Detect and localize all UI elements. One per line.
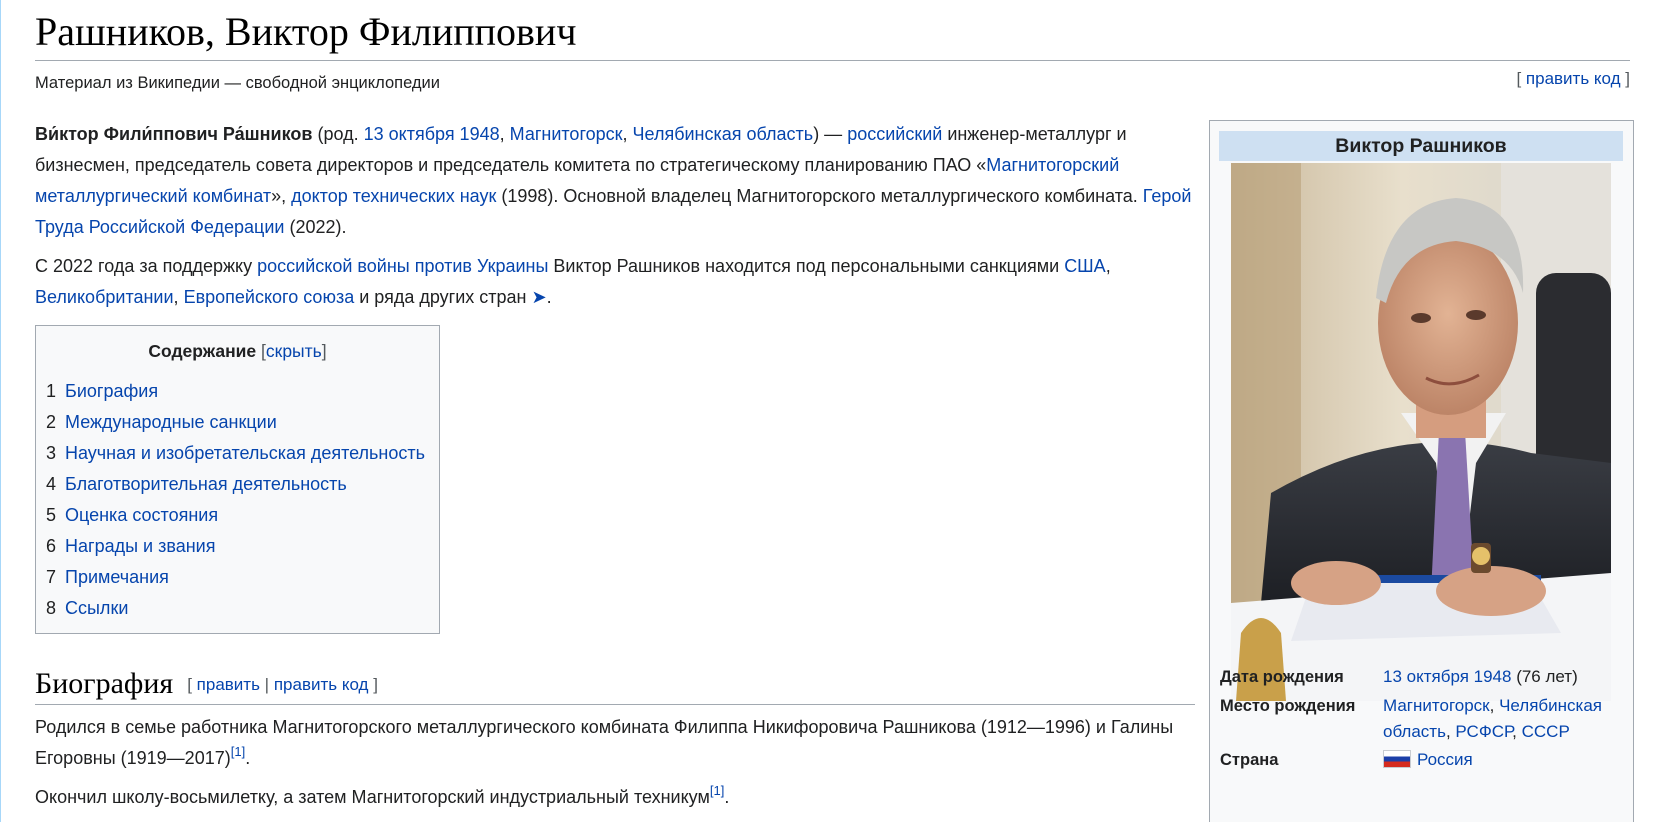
russia-flag-icon	[1383, 750, 1411, 768]
infobox-value-birth-date	[1383, 664, 1623, 690]
intro-text: ) —	[813, 124, 848, 144]
infobox	[1209, 120, 1634, 822]
bracket-close: ]	[368, 675, 378, 694]
link-russian[interactable]: российский	[847, 124, 943, 144]
toc-number: 4	[46, 474, 57, 494]
infobox-link-rsfsr[interactable]: РСФСР	[1455, 722, 1513, 741]
toc-link-charity[interactable]: Благотворительная деятельность	[65, 474, 347, 494]
link-magnitogorsk[interactable]: Магнитогорск	[509, 124, 623, 144]
infobox-title: Виктор Рашников	[1219, 131, 1623, 161]
bio-text: Окончил школу-восьмилетку, а затем Магнитогорский индустриальный техникум	[35, 787, 710, 807]
table-of-contents	[35, 325, 440, 634]
infobox-label-country: Страна	[1220, 751, 1279, 769]
intro-text: и ряда других стран	[354, 287, 532, 307]
bracket-close: ]	[321, 341, 327, 361]
site-tagline: Материал из Википедии — свободной энциклопедии	[35, 74, 440, 92]
portrait-illustration	[1231, 163, 1611, 701]
intro-text: (1998). Основной владелец Магнитогорского металлургического комбината.	[496, 186, 1143, 206]
section-edit-code-link[interactable]: править код	[273, 675, 369, 694]
toc-number: 3	[46, 443, 57, 463]
intro-text: ,	[499, 124, 510, 144]
title-divider	[35, 60, 1630, 61]
section-edit-link[interactable]: править	[196, 675, 260, 694]
toc-item[interactable]	[46, 562, 425, 593]
bio-paragraph-1	[35, 712, 1195, 774]
subject-name: Ви́ктор Фили́ппович Ра́шников	[35, 124, 313, 144]
toc-hide-toggle[interactable]: скрыть	[265, 341, 322, 361]
infobox-value-country	[1383, 747, 1623, 773]
intro-text: Виктор Рашников находится под персональными санкциями	[548, 256, 1065, 276]
bio-paragraph-2	[35, 782, 1195, 813]
content-left-border	[0, 0, 1, 822]
toc-link-links[interactable]: Ссылки	[65, 598, 129, 618]
link-eu[interactable]: Европейского союза	[183, 287, 355, 307]
biography-body	[35, 712, 1195, 821]
link-doctor-of-technical-sciences[interactable]: доктор технических наук	[291, 186, 497, 206]
link-birth-date[interactable]: 13 октября 1948	[363, 124, 500, 144]
article-intro	[35, 119, 1195, 321]
intro-text: .	[546, 287, 552, 307]
intro-paragraph-2	[35, 251, 1195, 313]
toc-number: 8	[46, 598, 57, 618]
bracket-open: [	[261, 341, 266, 361]
reference-link[interactable]: [1]	[709, 783, 725, 798]
sanctions-arrow-icon[interactable]: ➤	[531, 287, 547, 307]
toc-number: 5	[46, 505, 57, 525]
edit-code-top-link[interactable]: править код	[1525, 69, 1621, 88]
infobox-value-birth-place: Магнитогорск, Челябинская область, РСФСР, СССР	[1383, 696, 1603, 741]
toc-item[interactable]	[46, 469, 425, 500]
toc-link-biography[interactable]: Биография	[65, 381, 159, 401]
infobox-label-birth-date: Дата рождения	[1220, 668, 1344, 686]
infobox-link-ussr[interactable]: СССР	[1521, 722, 1570, 741]
intro-paragraph-1	[35, 119, 1195, 243]
toc-item[interactable]	[46, 500, 425, 531]
link-mmk[interactable]: Магнитогорский металлургический комбинат	[35, 155, 1120, 206]
reference-link[interactable]: [1]	[230, 744, 246, 759]
bracket-close: ]	[1620, 69, 1630, 88]
toc-number: 1	[46, 381, 57, 401]
bio-text: .	[724, 787, 730, 807]
bracket-open: [	[187, 675, 197, 694]
toc-item[interactable]	[46, 531, 425, 562]
toc-item[interactable]	[46, 593, 425, 624]
toc-item[interactable]	[46, 438, 425, 469]
page-title: Рашников, Виктор Филиппович	[35, 9, 577, 54]
toc-item[interactable]	[46, 407, 425, 438]
section-divider	[35, 704, 1195, 705]
intro-text: (род.	[312, 124, 364, 144]
toc-number: 7	[46, 567, 57, 587]
link-hero-of-labour[interactable]: Герой Труда Российской Федерации	[35, 186, 1192, 237]
intro-text: С 2022 года за поддержку	[35, 256, 258, 276]
link-uk[interactable]: Великобритании	[35, 287, 174, 307]
intro-text: ,	[173, 287, 184, 307]
infobox-link-birth-date[interactable]: 13 октября 1948	[1383, 667, 1512, 686]
bio-text: .	[245, 748, 251, 768]
intro-text: ,	[1105, 256, 1111, 276]
section-heading-biography	[35, 663, 1195, 705]
toc-link-awards[interactable]: Награды и звания	[65, 536, 216, 556]
toc-number: 2	[46, 412, 57, 432]
infobox-link-magnitogorsk[interactable]: Магнитогорск	[1383, 696, 1490, 715]
bracket-open: [	[1516, 69, 1526, 88]
infobox-label-birth-place: Место рождения	[1220, 697, 1356, 715]
toc-list	[46, 376, 425, 624]
toc-title: Содержание	[148, 341, 257, 361]
toc-link-sanctions[interactable]: Международные санкции	[65, 412, 277, 432]
toc-item[interactable]	[46, 376, 425, 407]
toc-number: 6	[46, 536, 57, 556]
toc-link-notes[interactable]: Примечания	[65, 567, 169, 587]
toc-header	[36, 340, 439, 362]
portrait-photo[interactable]	[1231, 163, 1611, 701]
separator: |	[259, 675, 274, 694]
intro-text: ,	[622, 124, 633, 144]
intro-text: »,	[271, 186, 292, 206]
edit-code-top-control	[1516, 68, 1630, 90]
infobox-link-russia[interactable]: Россия	[1417, 750, 1473, 769]
link-usa[interactable]: США	[1064, 256, 1106, 276]
intro-text: инженер-металлург и бизнесмен, председатель совета директоров и председатель комитета по стратегическому планированию ПАО «	[35, 124, 1127, 175]
link-chelyabinsk-oblast[interactable]: Челябинская область	[632, 124, 814, 144]
link-russian-war-against-ukraine[interactable]: российской войны против Украины	[257, 256, 549, 276]
section-title: Биография	[35, 667, 174, 700]
infobox-link-chelyabinsk-oblast[interactable]: Челябинская область	[1383, 696, 1603, 741]
section-edit-controls	[187, 675, 378, 694]
infobox-age: (76 лет)	[1511, 667, 1578, 686]
toc-link-net-worth[interactable]: Оценка состояния	[65, 505, 219, 525]
intro-text: (2022).	[284, 217, 347, 237]
toc-link-science[interactable]: Научная и изобретательская деятельность	[65, 443, 425, 463]
bio-text: Родился в семье работника Магнитогорского металлургического комбината Филиппа Никифоровича Рашникова (1912—1996) и Галины Егоровны (1919—2017)	[35, 717, 1174, 768]
